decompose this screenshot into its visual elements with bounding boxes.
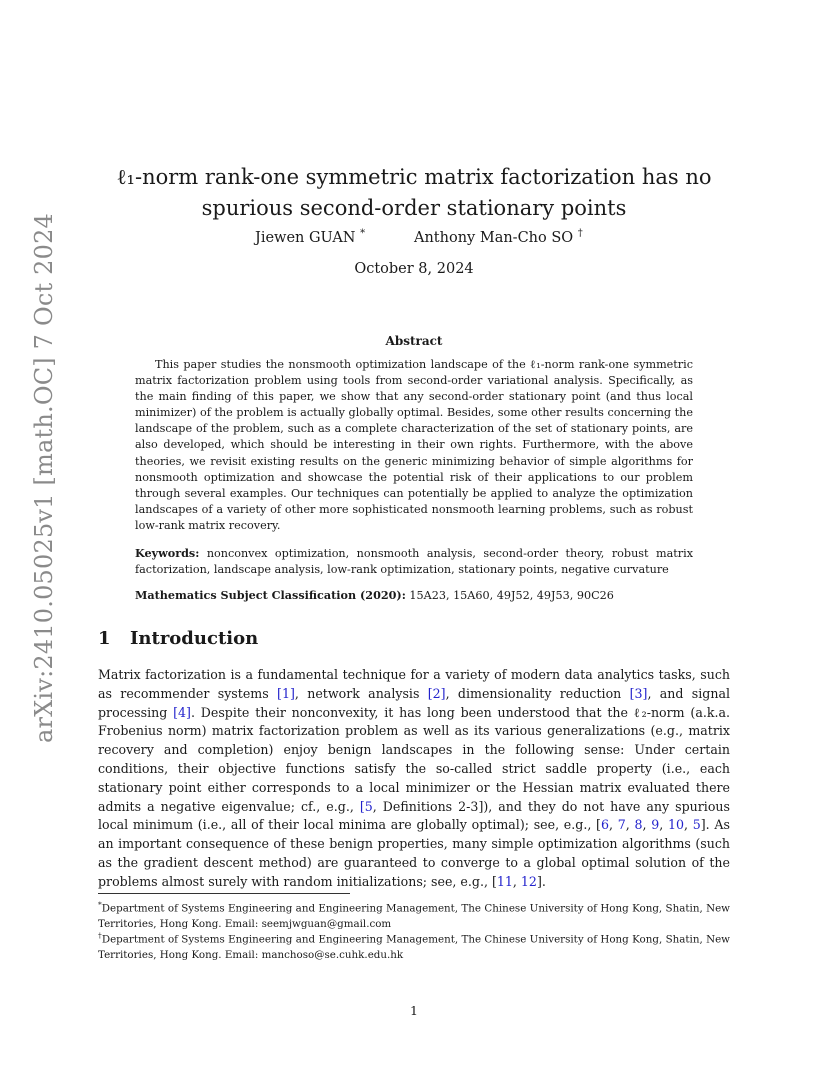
citation-link[interactable]: 12 xyxy=(520,873,537,889)
citation-link[interactable]: 5 xyxy=(692,817,701,833)
keywords xyxy=(135,545,693,578)
msc-label: Mathematics Subject Classification (2020): xyxy=(135,588,406,602)
section-title: Introduction xyxy=(130,628,259,649)
text-run: , and signal processing xyxy=(98,685,731,720)
footnote-mark: * xyxy=(98,900,102,909)
author-footnote-mark[interactable]: † xyxy=(577,228,583,239)
citation-link[interactable]: 11 xyxy=(496,873,513,889)
citation-link[interactable]: 7 xyxy=(617,817,626,833)
text-run: , Definitions 2-3]), and they do not have any spurious local minimum (i.e., all of their local minima are globally optimal); see, e.g., [ xyxy=(98,798,730,833)
citation-link[interactable]: 10 xyxy=(667,817,685,833)
citation-link[interactable]: 9 xyxy=(651,817,660,833)
arxiv-identifier-stamp: arXiv:2410.05025v1 [math.OC] 7 Oct 2024 xyxy=(30,212,58,744)
footnote-text: Department of Systems Engineering and Engineering Management, The Chinese University of Hong Kong, Shatin, New Territories, Hong Kong. Email: seemjwguan@gmail.com xyxy=(98,902,730,930)
msc-codes: 15A23, 15A60, 49J52, 49J53, 90C26 xyxy=(409,589,614,602)
keywords-label: Keywords: xyxy=(135,546,200,560)
author-1 xyxy=(255,228,365,246)
text-run: ]. xyxy=(536,873,546,889)
text-run: ]. As an important consequence of these benign properties, many simple optimization algorithms (such as the gradient descent method) are guaranteed to converge to a global optimal solution of the problems almost surely with random initializations; see, e.g., [ xyxy=(98,817,730,889)
citation-link[interactable]: 8 xyxy=(634,817,643,833)
paper-title: ℓ₁-norm rank-one symmetric matrix factorization has no spurious second-order stationary points xyxy=(116,165,712,221)
citation-link[interactable]: [5 xyxy=(359,798,373,814)
author-list xyxy=(0,228,828,250)
msc-classification xyxy=(135,587,693,604)
footnote-text: Department of Systems Engineering and Engineering Management, The Chinese University of Hong Kong, Shatin, New Territories, Hong Kong. Email: manchoso@se.cuhk.edu.hk xyxy=(98,933,730,961)
footnote xyxy=(98,928,730,963)
citation-link[interactable]: [2] xyxy=(427,685,446,701)
author-footnote-mark[interactable]: * xyxy=(360,228,366,239)
footnote-mark: † xyxy=(98,931,102,940)
text-run: Matrix factorization is a fundamental technique for a variety of modern data analytics tasks, such as recommender systems xyxy=(98,667,730,701)
text-run: , dimensionality reduction xyxy=(445,685,630,701)
citation-link[interactable]: [3] xyxy=(629,685,648,701)
citation-link[interactable]: [1] xyxy=(277,685,295,701)
text-run: . Despite their nonconvexity, it has long been understood that the ℓ₂-norm (a.k.a. Frobenius norm) matrix factorization problem as well as its various generalizations (e.g., matrix recovery and completion) enjoy benign landscapes in the following sense: Under certain conditions, their objective functions satisfy the so-called strict saddle property (i.e., each stationary point either corresponds to a local minimizer or the Hessian matrix evaluated there admits a negative eigenvalue; cf., e.g., xyxy=(98,704,730,814)
introduction-paragraph: Matrix factorization is a fundamental technique for a variety of modern data analytics tasks, such as recommender systems [1], network analysis [2], dimensionality reduction [3], and signal processing [4]. Despite their nonconvexity, it has long been understood that the ℓ₂-norm (a.k.a. Frobenius norm) matrix factorization problem as well as its various generalizations (e.g., matrix recovery and completion) enjoy benign landscapes in the following sense: Under certain conditions, their objective functions satisfy the so-called strict saddle property (i.e., each stationary point either corresponds to a local minimizer or the Hessian matrix evaluated there admits a negative eigenvalue; cf., e.g., [5, Definitions 2-3]), and they do not have any spurious local minimum (i.e., all of their local minima are globally optimal); see, e.g., [6, 7, 8, 9, 10, 5]. As an important consequence of these benign properties, many simple optimization algorithms (such as the gradient descent method) are guaranteed to converge to a global optimal solution of the problems almost surely with random initializations; see, e.g., [11, 12]. xyxy=(98,667,731,889)
footnote-divider xyxy=(98,893,350,894)
author-name: Anthony Man-Cho SO xyxy=(414,229,574,246)
citation-link[interactable]: 6 xyxy=(600,817,609,833)
citation-link[interactable]: [4] xyxy=(173,704,191,720)
author-2 xyxy=(414,228,583,246)
page-number: 1 xyxy=(410,1003,418,1018)
section-number: 1 xyxy=(98,628,111,649)
section-heading xyxy=(98,628,258,649)
author-name: Jiewen GUAN xyxy=(255,229,356,246)
abstract-body: This paper studies the nonsmooth optimization landscape of the ℓ₁-norm rank-one symmetric matrix factorization problem using tools from second-order variational analysis. Specifically, as the main finding of this paper, we show that any second-order stationary point (and thus local minimizer) of the problem is actually globally optimal. Besides, some other results concerning the landscape of the problem, such as a complete characterization of the set of stationary points, are also developed, which should be interesting in their own rights. Furthermore, with the above theories, we revisit existing results on the generic minimizing behavior of simple algorithms for nonsmooth optimization and showcase the potential risk of their applications to our problem through several examples. Our techniques can potentially be applied to analyze the optimization landscapes of a variety of other more sophisticated nonsmooth learning problems, such as robust low-rank matrix recovery. xyxy=(135,358,693,532)
abstract-heading: Abstract xyxy=(385,334,443,348)
keywords-text: nonconvex optimization, nonsmooth analysis, second-order theory, robust matrix factorization, landscape analysis, low-rank optimization, stationary points, negative curvature xyxy=(135,547,693,577)
text-run: , network analysis xyxy=(294,685,428,701)
publication-date: October 8, 2024 xyxy=(354,261,474,277)
